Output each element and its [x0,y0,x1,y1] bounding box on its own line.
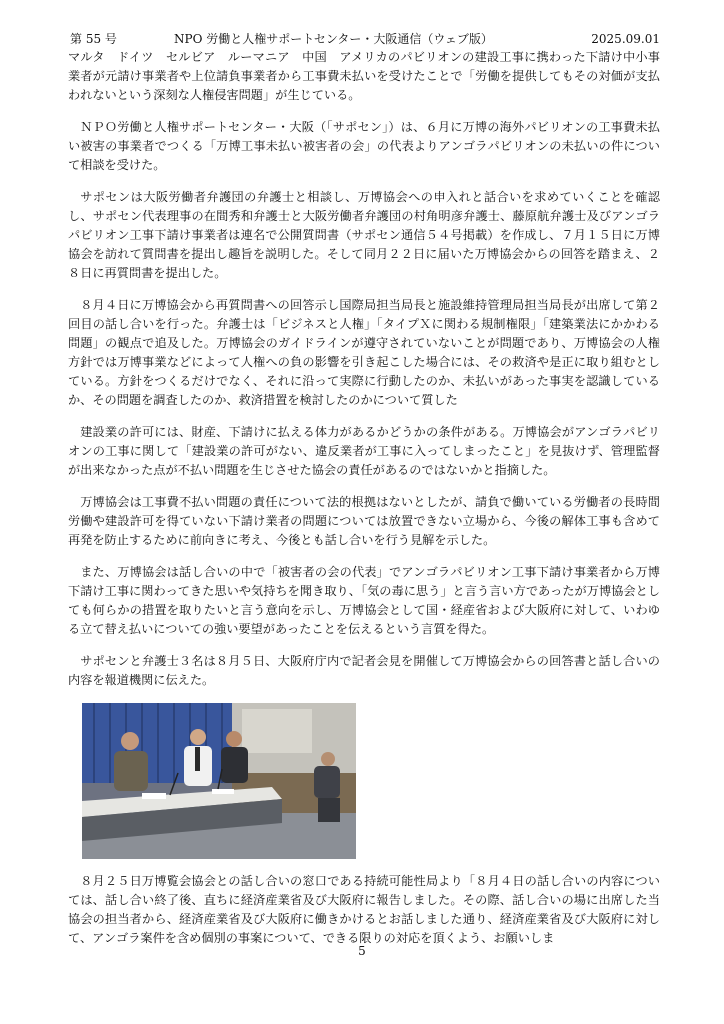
paragraph: また、万博協会は話し合いの中で「被害者の会の代表」でアンゴラパビリオン工事下請け事業者から万博下請け工事に関わってきた思いや気持ちを聞き取り、「気の毒に思う」と言う言い方であったが万博協会としても何らかの措置を取りたいと言う意向を示し、万博協会として国・経産省および大阪府に対して、いわゆる立て替え払いについての強い要望があったことを伝えるという言質を得た。 [68,565,660,636]
newsletter-title: NPO 労働と人権サポートセンター・大阪通信（ウェブ版） [174,32,493,46]
paragraph: ＮＰＯ労働と人権サポートセンター・大阪（「サポセン」）は、６月に万博の海外パビリオンの工事費未払い被害の事業者でつくる「万博工事未払い被害者の会」の代表よりアンゴラパビリオンの未払いの件について相談を受けた。 [68,120,660,172]
issue-date: 2025.09.01 [591,32,660,46]
page-number: 5 [358,944,366,958]
article-body [68,48,660,961]
press-conference-photo [82,703,356,859]
paragraph: 万博協会は工事費不払い問題の責任について法的根拠はないとしたが、請負で働いている労働者の長時間労働や建設許可を得ていない下請け業者の問題については放置できない立場から、今後の解体工事も含めて再発を防止するために前向きに考え、今後とも話し合いを行う見解を示した。 [68,495,660,547]
paragraph: ８月４日に万博協会から再質問書への回答示し国際局担当局長と施設維持管理局担当局長が出席して第２回目の話し合いを行った。弁護士は「ビジネスと人権」「タイプＸに関わる規制権限」「建築業法にかかわる問題」の観点で追及した。万博協会のガイドラインが遵守されていないことが問題であり、万博協会の人権方針では万博事業などによって人権への負の影響を引き起こした場合には、その救済や是正に取り組むとしている。方針をつくるだけでなく、それに沿って実際に行動したのか、未払いがあった事実を認識しているか、その問題を調査したのか、救済措置を検討したのかについて質した [68,298,660,407]
paragraph: マルタ ドイツ セルビア ルーマニア 中国 アメリカのパビリオンの建設工事に携わった下請け中小事業者が元請け事業者や上位請負事業者から工事費未払いを受けたことで「労働を提供してもその対価が支払われないという深刻な人権侵害問題」が生じている。 [68,50,660,102]
paragraph: サポセンは大阪労働者弁護団の弁護士と相談し、万博協会への申入れと話合いを求めていくことを確認し、サポセン代表理事の在間秀和弁護士と大阪労働者弁護団の村角明彦弁護士、藤原航弁護士及びアンゴラパビリオン工事下請け事業者は連名で公開質問書（サポセン通信５４号掲載）を作成し、７月１５日に万博協会を訪れて質問書を提出し趣旨を説明した。そして同月２２日に届いた万博協会からの回答を踏まえ、２８日に再質問書を提出した。 [68,190,660,280]
issue-number: 第 55 号 [70,32,117,46]
newsletter-header [70,30,660,48]
paragraph: ８月２５日万博覧会協会との話し合いの窓口である持続可能性局より「８月４日の話し合いの内容については、話し合い終了後、直ちに経済産業省及び大阪府に報告しました。その際、話し合いの場に出席した当協会の担当者から、経済産業省及び大阪府に働きかけるとお話しました通り、経済産業省及び大阪府に対して、アンゴラ案件を含め個別の事案について、できる限りの対応を頂くよう、お願いしま [68,874,660,945]
paragraph: 建設業の許可には、財産、下請けに払える体力があるかどうかの条件がある。万博協会がアンゴラパビリオンの工事に関して「建設業の許可がない、違反業者が工事に入ってしまったこと」を見抜けず、管理監督が出来なかった点が不払い問題を生じさせた協会の責任があるのではないかと指摘した。 [68,425,660,477]
paragraph: サポセンと弁護士３名は８月５日、大阪府庁内で記者会見を開催して万博協会からの回答書と話し合いの内容を報道機関に伝えた。 [68,654,660,687]
